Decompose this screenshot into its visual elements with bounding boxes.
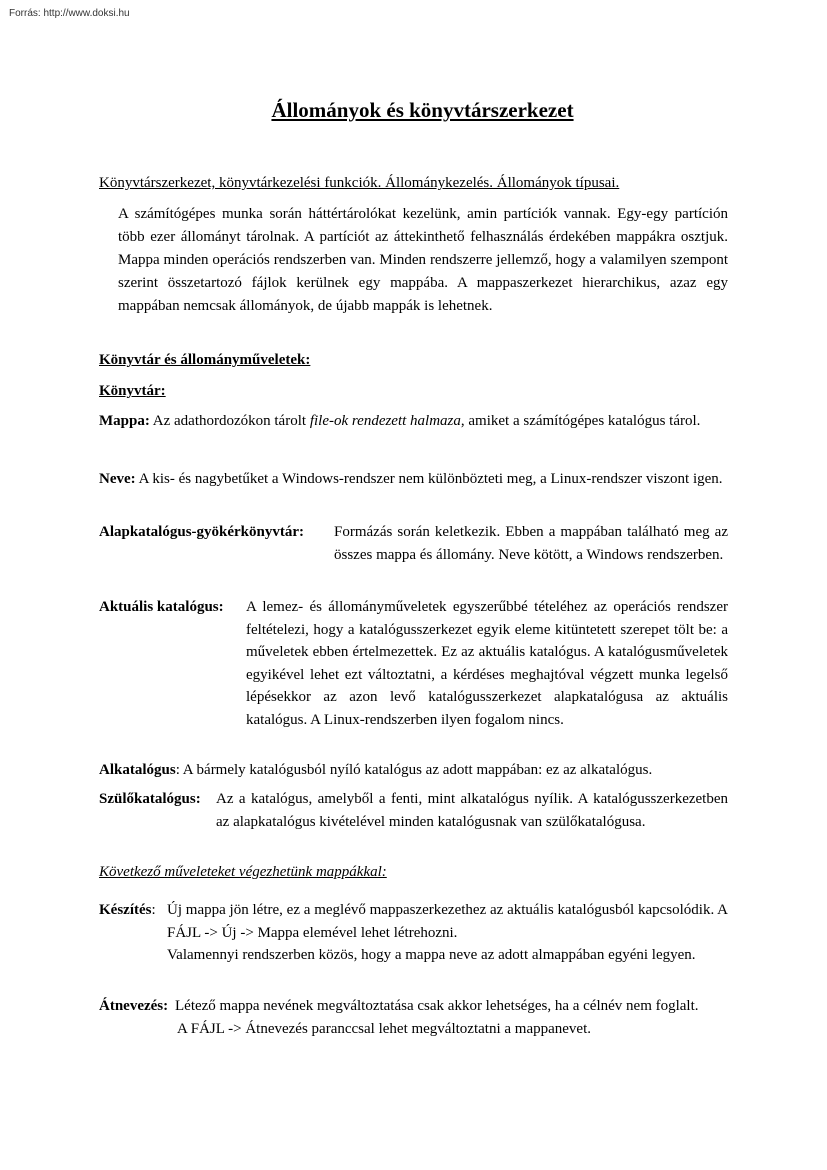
mappa-text-after: , amiket a számítógépes katalógus tárol.: [460, 413, 701, 429]
alkatalogus-text: : A bármely katalógusból nyíló katalógus az adott mappában: ez az alkatalógus.: [175, 762, 653, 778]
intro-paragraph: A számítógépes munka során háttértárolókat kezelünk, amin partíciók vannak. Egy-egy partíción több ezer állományt tárolnak. A partíciót az áttekinthető felhasználás érdekében mappákra osztjuk. Mappa minden operációs rendszerben van. Minden rendszerre jellemző, hogy a valamilyen szempont szerint összetartozó fájlok kerülnek egy mappába. A mappaszerkezet hierarchikus, azaz egy mappában nemcsak állományok, de újabb mappák is lehetnek.: [118, 206, 728, 314]
operations-heading: Következő műveleteket végezhetünk mappákkal:: [99, 864, 387, 880]
neve-text: A kis- és nagybetűket a Windows-rendszer nem különbözteti meg, a Linux-rendszer viszont igen.: [138, 471, 723, 487]
atnevezes-text-2: A FÁJL -> Átnevezés paranccsal lehet megváltoztatni a mappanevet.: [177, 1020, 591, 1037]
definition-atnevezes: [99, 995, 728, 1040]
aktualis-text: A lemez- és állományműveletek egyszerűbbé tételéhez az operációs rendszer feltételezi, hogy a katalógusszerkezet egyik eleme kitüntetett szerepet tölt be: a műveletek ebben értelmezettek. Ez az aktuális katalógus. A katalógusműveletek egyikével lehet ezt változtatni, a kérdéses meghajtóval végzett munka legelső lépésekkor az azon levő katalógusszerkezet alapkatalógusa az aktuális katalógus. A Linux-rendszerben ilyen fogalom nincs.: [246, 599, 728, 728]
page-title: Állományok és könyvtárszerkezet: [271, 98, 574, 122]
section-heading: Könyvtár és állományműveletek:: [99, 352, 311, 368]
definition-szulokatalogus: [99, 788, 728, 833]
term-alkatalogus: Alkatalógus: [99, 762, 176, 778]
atnevezes-body: [177, 995, 728, 1040]
term-szulokatalogus: Szülőkatalógus:: [99, 791, 201, 807]
mappa-text-before: Az adathordozókon tárolt: [149, 413, 310, 429]
keszites-text-2: Valamennyi rendszerben közös, hogy a mappa neve az adott almappában egyéni legyen.: [167, 947, 696, 963]
keszites-text-1: Új mappa jön létre, ez a meglévő mappaszerkezethez az aktuális katalógusból kapcsolódik. A FÁJL -> Új -> Mappa elemével lehet létrehozni.: [167, 902, 728, 941]
term-atnevezes: Átnevezés:: [99, 998, 169, 1014]
definition-mappa: [99, 410, 728, 433]
definition-aktualis: [99, 596, 728, 731]
definition-keszites: [99, 899, 728, 967]
term-aktualis: Aktuális katalógus:: [99, 599, 224, 615]
topic-subtitle: Könyvtárszerkezet, könyvtárkezelési funkciók. Állománykezelés. Állományok típusai.: [99, 175, 620, 191]
alapkatalogus-text: Formázás során keletkezik. Ebben a mappában található meg az összes mappa és állomány. Neve kötött, a Windows rendszerben.: [334, 524, 728, 563]
term-mappa: Mappa:: [99, 413, 150, 429]
definition-alapkatalogus: [99, 521, 728, 566]
source-url: Forrás: http://www.doksi.hu: [9, 8, 130, 19]
szulokatalogus-text: Az a katalógus, amelyből a fenti, mint alkatalógus nyílik. A katalógusszerkezetben az alapkatalógus kivételével minden katalógusnak van szülőkatalógusa.: [216, 791, 728, 830]
term-alapkatalogus: Alapkatalógus-gyökérkönyvtár:: [99, 524, 305, 540]
definition-neve: [99, 468, 728, 491]
definition-alkatalogus: [99, 759, 728, 782]
atnevezes-text-1: Létező mappa nevének megváltoztatása csak akkor lehetséges, ha a célnév nem foglalt.: [175, 998, 699, 1014]
keszites-term-label: Készítés: [99, 902, 152, 918]
keszites-body: [167, 899, 728, 967]
term-keszites: Készítés:: [99, 902, 156, 918]
term-neve: Neve:: [99, 471, 136, 487]
mappa-emphasis: file-ok rendezett halmaza: [309, 413, 461, 429]
subsection-heading: Könyvtár:: [99, 383, 166, 399]
